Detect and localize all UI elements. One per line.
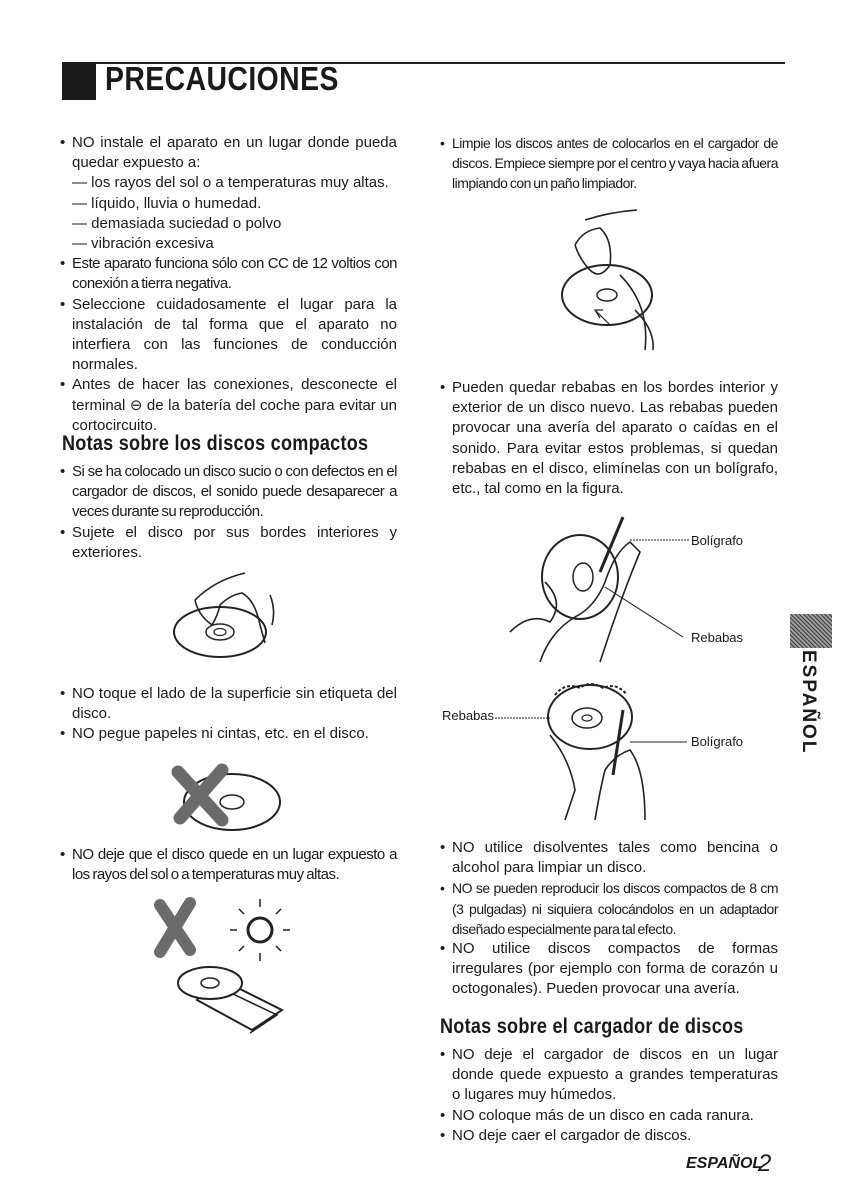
label-burr-right: Rebabas xyxy=(691,630,744,645)
dash-item: — demasiada suciedad o polvo xyxy=(72,214,282,232)
list-item: • Seleccione cuidadosamente el lugar para la instalación de tal forma que el aparato no interfiera con las funciones de conducción normales. xyxy=(60,295,397,376)
right-column-burrs xyxy=(440,378,778,499)
burr-removal-bottom-illustration xyxy=(495,680,695,820)
list-item: • NO toque el lado de la superficie sin etiqueta del disco. xyxy=(60,684,397,724)
label-burr-left: Rebabas xyxy=(442,708,495,723)
list-item: • Si se ha colocado un disco sucio o con defectos en el cargador de discos, el sonido puede desaparecer a veces durante su reproducción. xyxy=(60,462,397,523)
left-column-sun xyxy=(60,845,397,885)
list-item: • NO coloque más de un disco en cada ranura. xyxy=(440,1106,778,1126)
dash-item: — líquido, lluvia o humedad. xyxy=(72,194,262,212)
burr-removal-top-illustration xyxy=(505,512,695,667)
title-marker xyxy=(62,62,96,100)
hold-disc-illustration xyxy=(170,565,290,665)
section-heading-discs: Notas sobre los discos compactos xyxy=(62,432,369,455)
language-tab-label: ESPAÑOL xyxy=(798,650,819,755)
left-column-discs xyxy=(60,462,397,563)
list-item: • Antes de hacer las conexiones, desconecte el terminal ⊖ de la batería del coche para evitar un cortocircuito. xyxy=(60,375,397,436)
label-pen-top: Bolígrafo xyxy=(691,533,744,548)
list-item: • NO pegue papeles ni cintas, etc. en el disco. xyxy=(60,724,397,744)
list-item: • NO utilice disolventes tales como bencina o alcohol para limpiar un disco. xyxy=(440,838,778,878)
right-column-cleaning xyxy=(440,133,778,193)
dash-item: — vibración excesiva xyxy=(72,235,214,253)
list-item: • NO utilice discos compactos de formas irregulares (por ejemplo con forma de corazón u octogonales). Pueden provocar una avería. xyxy=(440,939,778,1000)
no-tape-illustration xyxy=(170,760,290,840)
list-item: • NO deje que el disco quede en un lugar expuesto a los rayos del sol o a temperaturas muy altas. xyxy=(60,845,397,885)
dash-item: — los rayos del sol o a temperaturas muy altas. xyxy=(72,174,389,192)
sun-heat-illustration xyxy=(152,895,302,1035)
right-column-solvents xyxy=(440,838,778,1000)
list-item: • Este aparato funciona sólo con CC de 12 voltios con conexión a tierra negativa. xyxy=(60,254,397,294)
page-title: PRECAUCIONES xyxy=(105,60,339,97)
language-tab-marker xyxy=(790,614,832,648)
right-column-magazine xyxy=(440,1045,778,1146)
list-item: • Pueden quedar rebabas en los bordes interior y exterior de un disco nuevo. Las rebabas pueden provocar una avería del aparato o caídas en el sonido. Para evitar estos problemas, si quedan rebabas en el disco, elimínelas con un bolígrafo, etc., tal como en la figura. xyxy=(440,378,778,499)
left-column-precautions xyxy=(60,133,397,436)
list-item: • NO deje el cargador de discos en un lugar donde quede expuesto a grandes temperaturas o lugares muy húmedos. xyxy=(440,1045,778,1106)
list-item: • Limpie los discos antes de colocarlos en el cargador de discos. Empiece siempre por el centro y vaya hacia afuera limpiando con un paño limpiador. xyxy=(440,133,778,193)
list-item: • NO deje caer el cargador de discos. xyxy=(440,1126,778,1146)
label-pen-bottom: Bolígrafo xyxy=(691,734,744,749)
page-number: 2 xyxy=(758,1150,772,1177)
cleaning-disc-illustration xyxy=(555,210,665,360)
list-item: • NO instale el aparato en un lugar donde pueda quedar expuesto a: xyxy=(60,133,397,173)
left-column-surface xyxy=(60,684,397,745)
section-heading-magazine: Notas sobre el cargador de discos xyxy=(440,1015,744,1038)
list-item: • NO se pueden reproducir los discos compactos de 8 cm (3 pulgadas) ni siquiera colocándolos en un adaptador diseñado especialmente para tal efecto. xyxy=(440,878,778,939)
footer-language: ESPAÑOL xyxy=(686,1155,763,1172)
list-item: • Sujete el disco por sus bordes interiores y exteriores. xyxy=(60,523,397,563)
